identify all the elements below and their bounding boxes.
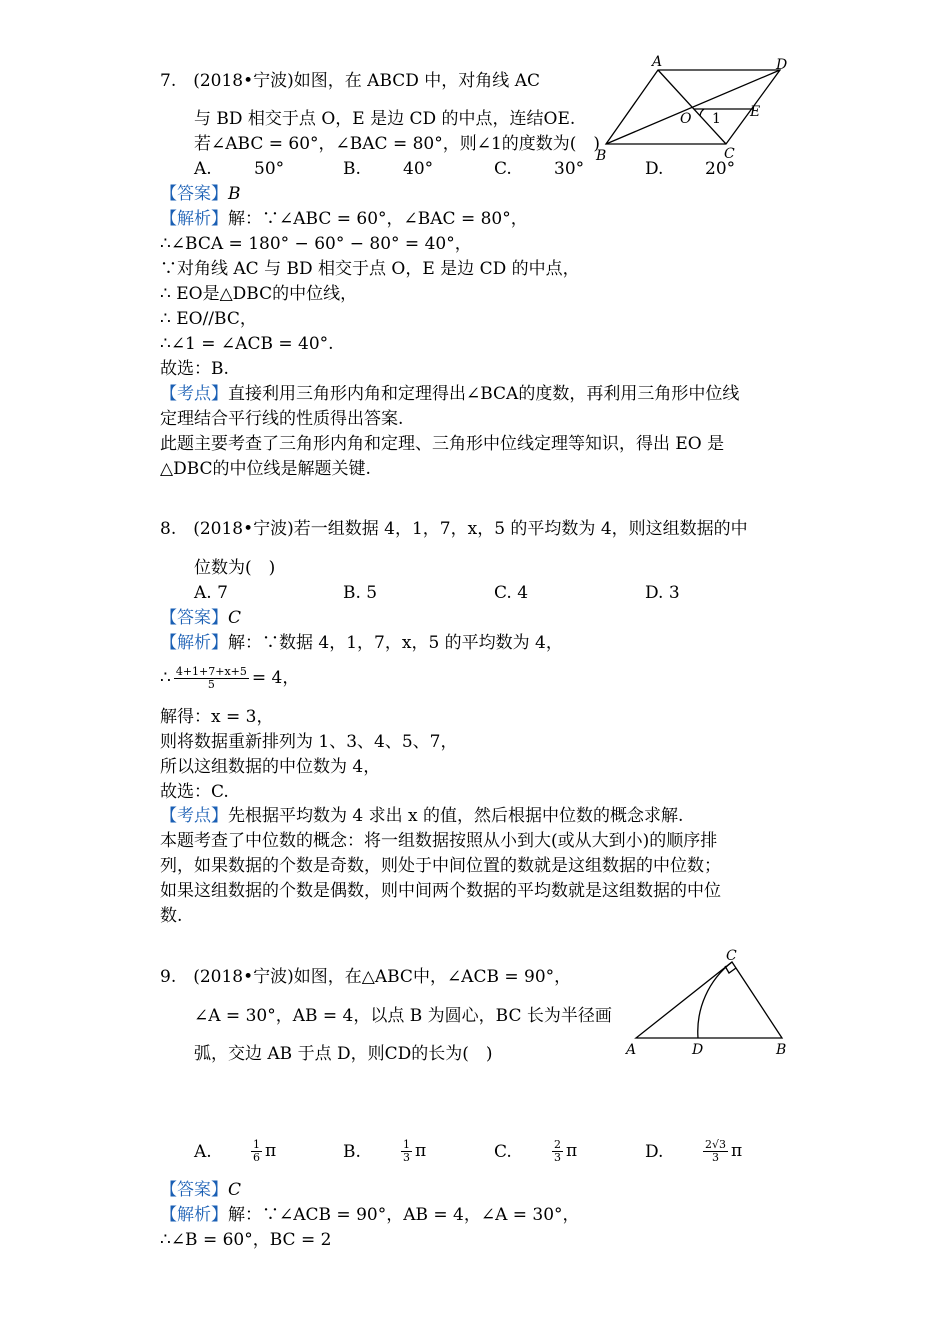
q8-analysis-row (160, 632, 563, 654)
q7-stem-line-2: 与 BD 相交于点 O，E 是边 CD 的中点，连结OE. (194, 109, 576, 129)
q7-option-d-letter: D. (645, 159, 664, 179)
q8-point-line-3: 列，如果数据的个数是奇数，则处于中间位置的数就是这组数据的中位数； (160, 856, 721, 876)
q9-label-a: A (626, 1042, 637, 1058)
q8-answer-row (160, 607, 241, 629)
q7-option-a-value: 50° (254, 159, 285, 179)
q8-stem-line-2: 位数为( ) (194, 558, 276, 578)
q9-answer-tag: 【答案】 (160, 1180, 228, 1200)
q9-option-d-letter: D. (645, 1142, 664, 1162)
q7-option-a-letter: A. (194, 159, 212, 179)
q7-parallelogram-figure (592, 52, 802, 164)
q8-stem-line-1: 8. (2018•宁波)若一组数据 4，1，7，x，5 的平均数为 4，则这组数据的中 (160, 519, 748, 539)
q8-answer-value: C (228, 608, 242, 628)
q8-point-line-2: 本题考查了中位数的概念：将一组数据按照从小到大(或从大到小)的顺序排 (160, 831, 718, 851)
q9-analysis-row (160, 1204, 580, 1226)
q8-fraction-numerator: 4+1+7+x+5 (175, 665, 247, 678)
q9-analysis-tag: 【解析】 (160, 1205, 228, 1225)
q7-analysis-line-6: ∴∠1 = ∠ACB = 40°. (160, 334, 334, 354)
q7-analysis-row (160, 208, 528, 230)
q9-option-a-num: 1 (253, 1138, 260, 1151)
q9-option-b-pi: π (415, 1141, 427, 1161)
q7-answer-tag: 【答案】 (160, 184, 228, 204)
q9-analysis-line-2: ∴∠B = 60°，BC = 2 (160, 1230, 332, 1250)
q9-option-d-value (700, 1136, 742, 1166)
q7-analysis-tag: 【解析】 (160, 209, 228, 229)
q9-answer-value: C (228, 1180, 242, 1200)
q7-label-a: A (652, 54, 663, 70)
q7-stem-line-3: 若∠ABC = 60°，∠BAC = 80°，则∠1的度数为( ) (194, 134, 601, 154)
q7-option-c-value: 30° (554, 159, 585, 179)
q8-analysis-line-2: 解得：x = 3， (160, 707, 274, 727)
q9-option-d-pi: π (731, 1141, 743, 1161)
q9-option-d-num: 2√3 (705, 1138, 727, 1151)
q7-point-line-1: 直接利用三角形内角和定理得出∠BCA的度数，再利用三角形中位线 (228, 384, 740, 404)
q9-option-b-den: 3 (403, 1151, 410, 1164)
q7-analysis-line-4: ∴ EO是△DBC的中位线， (160, 284, 358, 304)
q9-triangle-figure (618, 946, 798, 1062)
q7-option-b-letter: B. (343, 159, 361, 179)
q8-mean-fraction (174, 666, 249, 691)
q8-option-b: B. 5 (343, 583, 378, 603)
q8-analysis-tag: 【解析】 (160, 633, 228, 653)
q9-option-c-den: 3 (554, 1151, 561, 1164)
q7-label-o: O (680, 111, 692, 127)
q9-option-b-letter: B. (343, 1142, 361, 1162)
q9-option-c-pi: π (566, 1141, 578, 1161)
q9-label-c: C (726, 948, 737, 964)
q8-analysis-line-5: 故选：C. (160, 782, 229, 802)
q9-option-a-letter: A. (194, 1142, 212, 1162)
q9-option-d-den: 3 (712, 1151, 719, 1164)
q7-label-c: C (724, 146, 735, 162)
q9-label-d: D (692, 1042, 704, 1058)
q8-answer-tag: 【答案】 (160, 608, 228, 628)
q7-label-angle-1: 1 (712, 111, 721, 127)
q9-option-b-value (398, 1136, 426, 1166)
q7-point-line-2: 定理结合平行线的性质得出答案. (160, 409, 404, 429)
q8-fraction-line (160, 664, 299, 692)
q9-option-b-num: 1 (403, 1138, 410, 1151)
q7-analysis-line-3: ∵对角线 AC 与 BD 相交于点 O，E 是边 CD 的中点， (160, 259, 580, 279)
q8-point-line-5: 数. (160, 906, 183, 926)
q7-label-e: E (750, 104, 761, 120)
q7-option-b-value: 40° (403, 159, 434, 179)
q7-analysis-line-7: 故选：B. (160, 359, 229, 379)
q8-point-line-1: 先根据平均数为 4 求出 x 的值，然后根据中位数的概念求解. (228, 806, 684, 826)
q7-answer-value: B (228, 184, 241, 204)
q9-option-c-num: 2 (554, 1138, 561, 1151)
q9-stem-line-3: 弧，交边 AB 于点 D，则CD的长为( ) (194, 1044, 493, 1064)
q7-answer-row (160, 183, 241, 205)
q7-label-d: D (776, 57, 788, 73)
q9-stem-line-1: 9. (2018•宁波)如图，在△ABC中，∠ACB = 90°， (160, 967, 572, 987)
q8-point-line-4: 如果这组数据的个数是偶数，则中间两个数据的平均数就是这组数据的中位 (160, 881, 721, 901)
q7-analysis-line-1: 解：∵∠ABC = 60°，∠BAC = 80°， (228, 209, 528, 229)
q8-option-a: A. 7 (194, 583, 228, 603)
q9-stem-line-2: ∠A = 30°，AB = 4，以点 B 为圆心，BC 长为半径画 (194, 1006, 612, 1026)
q7-analysis-line-2: ∴∠BCA = 180° − 60° − 80° = 40°， (160, 234, 472, 254)
q8-analysis-line-1: 解：∵数据 4，1，7，x，5 的平均数为 4， (228, 633, 563, 653)
q9-label-b: B (776, 1042, 787, 1058)
q8-analysis-line-4: 所以这组数据的中位数为 4， (160, 757, 381, 777)
q9-option-c-letter: C. (494, 1142, 512, 1162)
q8-fraction-prefix: ∴ (160, 668, 171, 688)
q7-option-c-letter: C. (494, 159, 512, 179)
q9-option-a-value (248, 1136, 276, 1166)
q8-fraction-suffix: = 4， (251, 668, 300, 688)
q8-fraction-denominator: 5 (207, 678, 215, 691)
q9-option-c-value (549, 1136, 577, 1166)
q7-analysis-line-5: ∴ EO//BC， (160, 309, 257, 329)
q7-point-row (160, 383, 739, 405)
q9-option-a-pi: π (265, 1141, 277, 1161)
q7-point-line-4: △DBC的中位线是解题关键. (160, 459, 371, 479)
q8-option-d: D. 3 (645, 583, 680, 603)
q7-option-d-value: 20° (705, 159, 736, 179)
q8-option-c: C. 4 (494, 583, 529, 603)
q9-option-a-den: 6 (253, 1151, 260, 1164)
q8-point-row (160, 805, 683, 827)
q7-label-b: B (596, 148, 607, 164)
q7-point-tag: 【考点】 (160, 384, 228, 404)
q9-answer-row (160, 1179, 241, 1201)
q7-stem-line-1: 7. (2018•宁波)如图，在 ABCD 中，对角线 AC (160, 71, 540, 91)
q8-analysis-line-3: 则将数据重新排列为 1、3、4、5、7， (160, 732, 458, 752)
q8-point-tag: 【考点】 (160, 806, 228, 826)
q7-point-line-3: 此题主要考查了三角形内角和定理、三角形中位线定理等知识，得出 EO 是 (160, 434, 725, 454)
q9-analysis-line-1: 解：∵∠ACB = 90°，AB = 4，∠A = 30°， (228, 1205, 580, 1225)
